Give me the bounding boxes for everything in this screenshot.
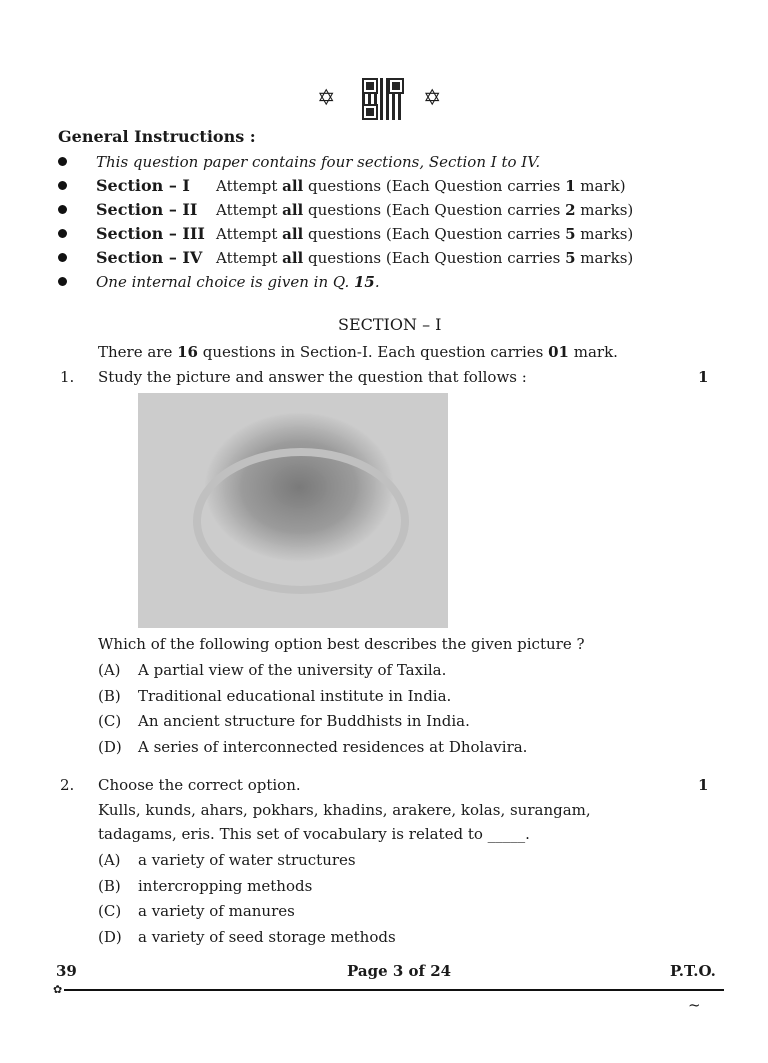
question-body: tadagams, eris. This set of vocabulary is related to _____. bbox=[98, 825, 530, 843]
option-text: intercropping methods bbox=[138, 876, 313, 895]
option-text: Traditional educational institute in India. bbox=[138, 686, 452, 705]
option-text: a variety of seed storage methods bbox=[138, 928, 396, 947]
section-name: Section – II bbox=[96, 200, 198, 219]
instruction-choice: One internal choice is given in Q. 15. bbox=[96, 273, 380, 291]
question-body: Kulls, kunds, ahars, pokhars, khadins, arakere, kolas, surangam, bbox=[98, 801, 591, 819]
option-label: (C) bbox=[98, 902, 122, 921]
option-label: (D) bbox=[98, 738, 122, 757]
option-text: A partial view of the university of Taxila. bbox=[138, 661, 447, 679]
option-label: (B) bbox=[98, 876, 121, 895]
footer-mark: ~ bbox=[688, 996, 701, 1014]
question-prompt: Which of the following option best describes the given picture ? bbox=[98, 635, 585, 653]
bullet bbox=[58, 229, 67, 238]
question-number: 2. bbox=[60, 776, 75, 794]
option-text: An ancient structure for Buddhists in India. bbox=[138, 712, 470, 731]
pto: P.T.O. bbox=[670, 962, 716, 980]
bullet bbox=[58, 277, 67, 286]
bullet bbox=[58, 253, 67, 262]
qr-code-icon bbox=[362, 78, 404, 120]
star-icon: ✡ bbox=[423, 86, 442, 111]
question-text: Study the picture and answer the question that follows : bbox=[98, 368, 527, 386]
page-number: Page 3 of 24 bbox=[347, 962, 452, 980]
option-label: (B) bbox=[98, 686, 121, 705]
stupa-photo bbox=[138, 393, 448, 628]
option-label: (D) bbox=[98, 928, 122, 947]
section-rule: Attempt all questions (Each Question carries 1 mark) bbox=[216, 177, 626, 195]
footer-rule bbox=[64, 989, 724, 991]
option-text: a variety of water structures bbox=[138, 851, 356, 869]
section-name: Section – I bbox=[96, 176, 190, 195]
option-label: (A) bbox=[98, 661, 121, 679]
instructions-title: General Instructions : bbox=[58, 127, 256, 146]
bullet bbox=[58, 181, 67, 190]
paper-code: 39 bbox=[56, 962, 77, 980]
section-name: Section – IV bbox=[96, 248, 203, 267]
section-rule: Attempt all questions (Each Question carries 5 marks) bbox=[216, 225, 634, 243]
question-marks: 1 bbox=[698, 776, 709, 794]
question-text: Choose the correct option. bbox=[98, 776, 301, 794]
option-label: (C) bbox=[98, 712, 122, 731]
option-label: (A) bbox=[98, 851, 121, 869]
section-note: There are 16 questions in Section-I. Each question carries 01 mark. bbox=[98, 343, 618, 361]
bullet bbox=[58, 205, 67, 214]
option-text: A series of interconnected residences at Dholavira. bbox=[138, 738, 528, 757]
question-marks: 1 bbox=[698, 368, 709, 386]
emblem-icon: ✿ bbox=[53, 983, 63, 996]
section-name: Section – III bbox=[96, 224, 205, 243]
section-rule: Attempt all questions (Each Question carries 2 marks) bbox=[216, 201, 634, 219]
instruction-intro: This question paper contains four sections, Section I to IV. bbox=[96, 153, 541, 171]
star-icon: ✡ bbox=[317, 86, 336, 111]
section-rule: Attempt all questions (Each Question carries 5 marks) bbox=[216, 249, 634, 267]
bullet bbox=[58, 157, 67, 166]
option-text: a variety of manures bbox=[138, 902, 295, 921]
question-number: 1. bbox=[60, 368, 75, 386]
section-title: SECTION – I bbox=[338, 315, 442, 334]
